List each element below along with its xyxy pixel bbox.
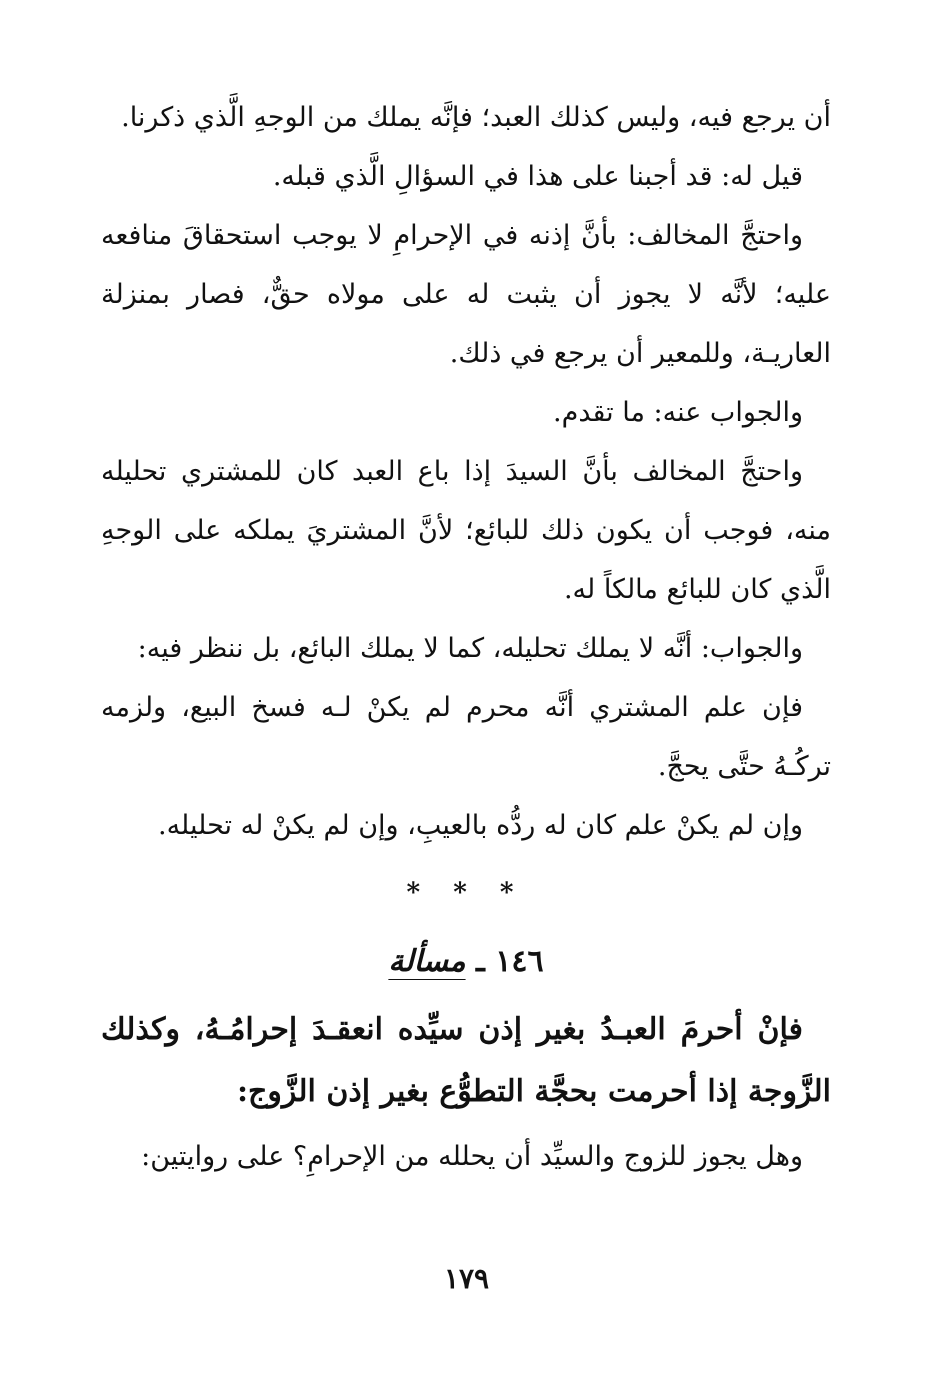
- page-body: [101, 88, 831, 1186]
- masala-heading: [101, 929, 831, 995]
- masala-title: مسألة: [388, 944, 466, 979]
- masala-number: ١٤٦ ـ: [476, 944, 544, 979]
- paragraph-3: واحتجَّ المخالف: بأنَّ إذنه في الإحرامِ لا يوجب استحقاقَ منافعه عليه؛ لأنَّه لا يجوز أن يثبت له على مولاه حقٌّ، فصار بمنزلة العاريـة، وللمعير أن يرجع في ذلك.: [101, 220, 831, 369]
- paragraph-8: وإن لم يكنْ علم كان له ردُّه بالعيبِ، وإن لم يكنْ له تحليله.: [157, 810, 803, 841]
- paragraph-5: واحتجَّ المخالف بأنَّ السيدَ إذا باع العبد كان للمشتري تحليله منه، فوجب أن يكون ذلك للبائع؛ لأنَّ المشتريَ يملكه على الوجهِ الَّذي كان للبائع مالكاً له.: [101, 456, 831, 605]
- paragraph-1: أن يرجع فيه، وليس كذلك العبد؛ فإنَّه يملك من الوجهِ الَّذي ذكرنا.: [121, 102, 831, 133]
- page-number: ١٧٩: [443, 1262, 490, 1295]
- paragraph-2: قيل له: قد أجبنا على هذا في السؤالِ الَّذي قبله.: [272, 161, 803, 192]
- section-separator: * * *: [406, 878, 526, 908]
- paragraph-7: فإن علم المشتري أنَّه محرم لم يكنْ لـه فسخ البيع، ولزمه تركُـهُ حتَّى يحجَّ.: [101, 692, 831, 782]
- paragraph-after: وهل يجوز للزوج والسيِّد أن يحلله من الإحرامِ؟ على روايتين:: [141, 1141, 803, 1172]
- paragraph-6: والجواب: أنَّه لا يملك تحليله، كما لا يملك البائع، بل ننظر فيه:: [137, 633, 803, 664]
- masala-statement: فإنْ أحرمَ العبـدُ بغير إذن سيِّده انعقـدَ إحرامُـهُ، وكذلك الزَّوجة إذا أحرمت بحجَّة التطوُّع بغير إذن الزَّوج:: [101, 1012, 831, 1109]
- paragraph-4: والجواب عنه: ما تقدم.: [553, 397, 803, 428]
